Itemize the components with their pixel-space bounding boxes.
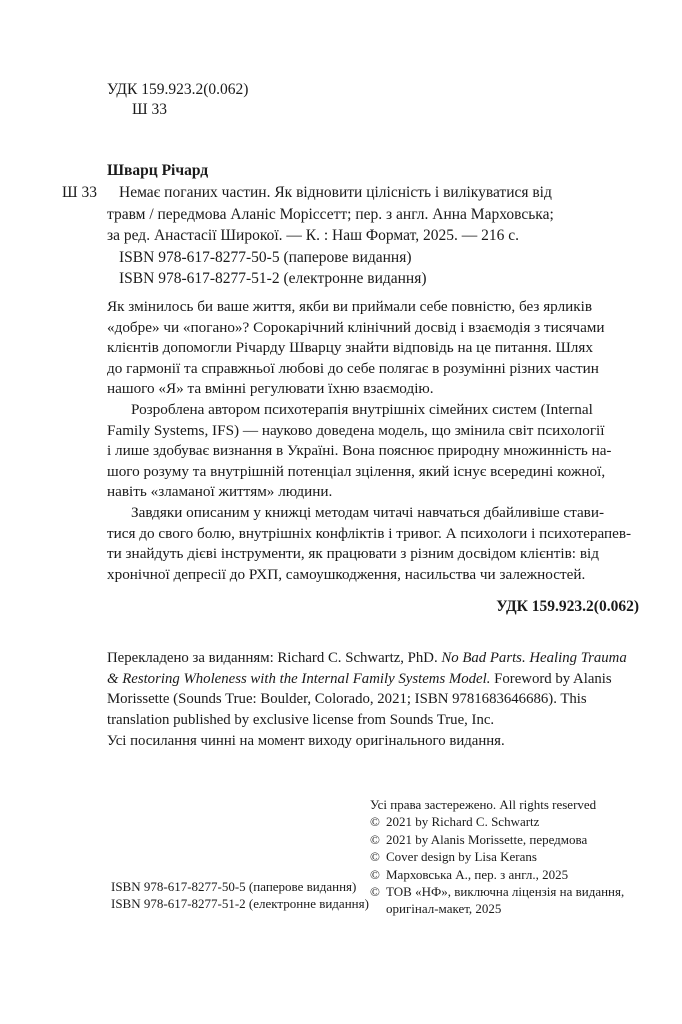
catalog-entry [62,182,642,290]
translated-line-4: translation published by exclusive license from Sounds True, Inc. [107,711,495,728]
rights-item [370,883,624,900]
foreword-credit: Foreword by Alanis [490,670,612,687]
annotation-line: до гармонії та справжньої любові до себе полягає в розумінні різних частин [107,359,599,377]
translated-line-2 [107,669,640,690]
copyright-icon: © [370,831,380,847]
original-subtitle: & Restoring Wholeness with the Internal Family Systems Model. [107,670,491,687]
copyright-icon: © [370,849,380,865]
annotation-line: Family Systems, IFS) — науково доведена модель, що змінила світ психології [107,421,605,439]
annotation-line: ти знайдуть дієві інструменти, як працювати з різним досвідом клієнтів: від [107,545,599,563]
rights-item [370,831,624,848]
rights-text: Марховська А., пер. з англ., 2025 [386,866,569,882]
rights-item [370,848,624,865]
isbn-block [111,878,369,913]
rights-text: Cover design by Lisa Kerans [386,849,537,865]
udk-header [107,80,248,120]
catalog-line: Немає поганих частин. Як відновити цілісність і вилікуватися від [119,184,552,201]
rights-item-continuation: оригінал-макет, 2025 [386,901,502,917]
annotation-line: хронічної депресії до РХП, самоушкодження, насильства чи залежностей. [107,565,586,583]
catalog-author-mark: Ш 33 [62,184,98,201]
annotation-paragraph-2 [107,400,640,503]
rights-text: ТОВ «НФ», виключна ліцензія на видання, [386,884,625,900]
rights-block [370,796,624,918]
annotation-line: клієнтів допомогли Річарду Шварцу знайти відповідь на це питання. Шлях [107,339,593,357]
annotation-line: і лише здобуває визнання в Україні. Вона пояснює природну множинність на- [107,442,612,460]
copyright-icon: © [370,814,380,830]
annotation-paragraph-1 [107,297,640,400]
annotation-line: нашого «Я» та вмінні регулювати їхню взаємодію. [107,380,434,398]
translated-prefix: Перекладено за виданням: Richard C. Schwartz, PhD. [107,650,442,666]
rights-text: 2021 by Richard C. Schwartz [386,814,540,830]
annotation-line: «добре» чи «погано»? Сорокарічний клінічний досвід і взаємодія з тисячами [107,318,605,336]
annotation [107,297,640,585]
annotation-line: Завдяки описаним у книжці методам читачі навчаться дбайливіше стави- [131,503,605,521]
catalog-line: за ред. Анастасії Широкої. — К. : Наш Формат, 2025. — 216 с. [107,227,519,244]
annotation-line: навіть «зламаної життям» людини. [107,483,333,501]
catalog-author: Шварц Річард [107,162,209,179]
udk-code: УДК 159.923.2(0.062) [107,81,249,98]
catalog-line: травм / передмова Аланіс Моріссетт; пер. з англ. Анна Марховська; [107,205,554,223]
original-title: No Bad Parts. Healing Trauma [441,650,627,666]
copyright-icon: © [370,884,380,900]
rights-text: 2021 by Alanis Morissette, передмова [386,831,588,847]
catalog-isbn-electronic: ISBN 978-617-8277-51-2 (електронне видання) [119,270,427,287]
rights-item [370,866,624,883]
annotation-line: шого розуму та внутрішній потенціал зцілення, який існує всередині кожної, [107,462,606,480]
translated-line-3: Morissette (Sounds True: Boulder, Colorado, 2021; ISBN 9781683646686). This [107,691,587,707]
annotation-line: Як змінилось би ваше життя, якби ви приймали себе повністю, без ярликів [107,298,593,315]
rights-title: Усі права застережено. All rights reserved [370,797,597,812]
annotation-line: тися до свого болю, внутрішніх конфліктів і тривог. А психологи і психотерапев- [107,524,632,542]
links-note: Усі посилання чинні на момент виходу оригінального видання. [107,733,505,749]
rights-item [370,813,624,830]
author-mark: Ш 33 [132,101,168,118]
isbn-electronic: ISBN 978-617-8277-51-2 (електронне видання) [111,896,369,912]
copyright-icon: © [370,866,380,882]
annotation-udk: УДК 159.923.2(0.062) [496,598,639,615]
isbn-paper: ISBN 978-617-8277-50-5 (паперове видання) [111,879,357,894]
catalog-isbn-paper: ISBN 978-617-8277-50-5 (паперове видання) [119,248,412,266]
annotation-paragraph-3 [107,503,640,585]
translated-line-1 [107,648,640,669]
translated-from [107,648,640,730]
annotation-line: Розроблена автором психотерапія внутрішніх сімейних систем (Internal [131,400,593,418]
